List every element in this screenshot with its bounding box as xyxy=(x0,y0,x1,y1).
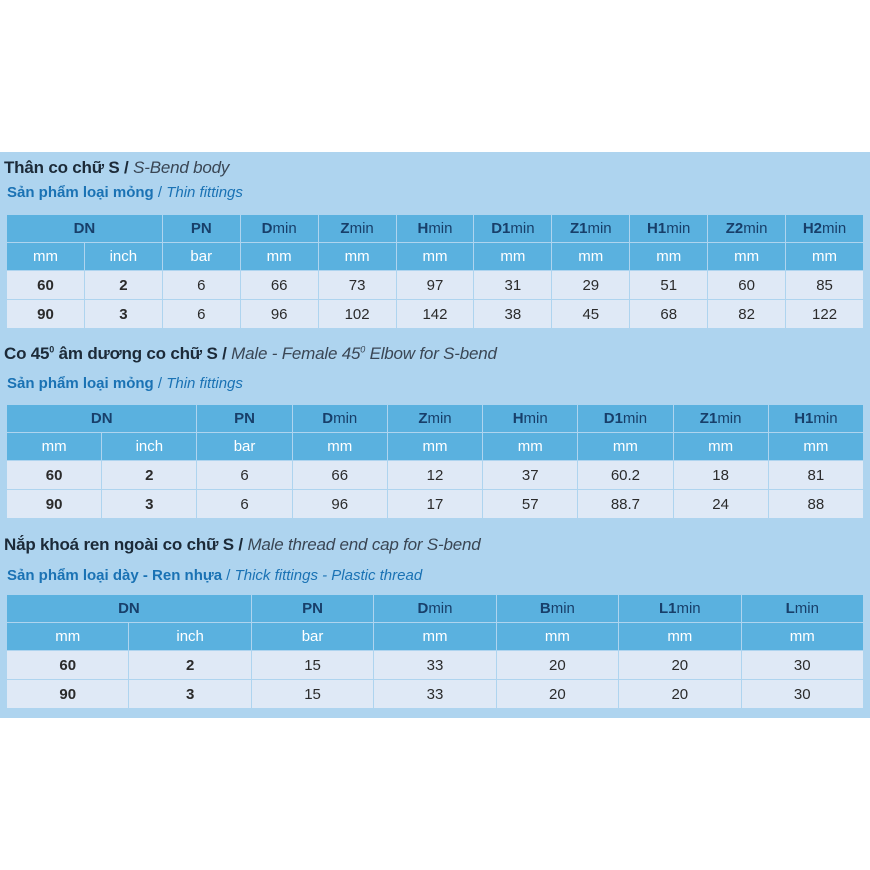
table-cell: 3 xyxy=(84,300,162,329)
column-header xyxy=(619,595,741,623)
table-cell: 31 xyxy=(474,271,552,300)
unit-cell: mm xyxy=(496,623,618,651)
column-header-main: H xyxy=(512,410,524,427)
table-row xyxy=(7,680,864,709)
column-header-main: L xyxy=(785,600,795,617)
table-cell: 88.7 xyxy=(578,490,673,519)
dn-header: DN xyxy=(7,405,197,433)
column-header xyxy=(708,215,786,243)
column-header-suffix: min xyxy=(622,410,648,427)
table-cell: 37 xyxy=(483,461,578,490)
table-cell: 142 xyxy=(396,300,474,329)
unit-cell: mm xyxy=(483,433,578,461)
table-cell: 68 xyxy=(630,300,708,329)
table-row xyxy=(7,651,864,680)
unit-cell: mm xyxy=(396,243,474,271)
unit-cell: mm xyxy=(630,243,708,271)
table-cell: 85 xyxy=(786,271,864,300)
header-row xyxy=(7,405,864,433)
table-cell: 60 xyxy=(7,461,102,490)
unit-cell: inch xyxy=(102,433,197,461)
column-header xyxy=(396,215,474,243)
unit-cell: mm xyxy=(673,433,768,461)
column-header xyxy=(483,405,578,433)
column-header-suffix: min xyxy=(743,220,768,237)
table-elbow-45 xyxy=(6,404,864,519)
column-header-suffix: min xyxy=(822,220,847,237)
table-cell: 20 xyxy=(619,651,741,680)
table-row xyxy=(7,461,864,490)
column-header-main: Z1 xyxy=(569,220,588,237)
unit-cell: mm xyxy=(374,623,496,651)
column-header-suffix: min xyxy=(349,220,374,237)
section-3-title-en: Male thread end cap for S-bend xyxy=(247,535,481,554)
column-header-main: H2 xyxy=(802,220,823,237)
table-cell: 15 xyxy=(251,680,373,709)
table-cell: 33 xyxy=(374,680,496,709)
column-header-main: PN xyxy=(302,600,323,617)
section-1-title-vi: Thân co chữ S xyxy=(4,158,120,177)
table-cell: 20 xyxy=(619,680,741,709)
table-cell: 12 xyxy=(387,461,482,490)
table-cell: 57 xyxy=(483,490,578,519)
column-header-main: H1 xyxy=(647,220,667,237)
table-cell: 45 xyxy=(552,300,630,329)
table-cell: 20 xyxy=(496,651,618,680)
table-cell: 30 xyxy=(741,651,863,680)
section-2-title-en: Male - Female 45 xyxy=(231,344,361,363)
table-cell: 6 xyxy=(162,300,240,329)
section-2-subtitle: Sản phẩm loại mỏng / Thin fittings xyxy=(7,375,243,392)
table-cell: 102 xyxy=(318,300,396,329)
table-cell: 3 xyxy=(129,680,251,709)
table-cell: 20 xyxy=(496,680,618,709)
table-cell: 60 xyxy=(708,271,786,300)
table-cell: 29 xyxy=(552,271,630,300)
column-header xyxy=(768,405,863,433)
section-3-subtitle-vi: Sản phẩm loại dày - Ren nhựa xyxy=(7,567,223,584)
unit-cell: mm xyxy=(786,243,864,271)
unit-cell: mm xyxy=(708,243,786,271)
column-header-main: Z2 xyxy=(725,220,744,237)
section-3-title: Nắp khoá ren ngoài co chữ S / Male thread end cap for S-bend xyxy=(4,535,481,554)
table-cell: 66 xyxy=(240,271,318,300)
table-cell: 6 xyxy=(197,490,292,519)
table-cell: 24 xyxy=(673,490,768,519)
table-cell: 90 xyxy=(7,680,129,709)
dn-header: DN xyxy=(7,215,163,243)
table-cell: 60 xyxy=(7,651,129,680)
column-header xyxy=(474,215,552,243)
column-header xyxy=(318,215,396,243)
column-header-main: D xyxy=(417,600,429,617)
table-cell: 2 xyxy=(129,651,251,680)
column-header-main: B xyxy=(539,600,551,617)
column-header-main: D xyxy=(322,410,334,427)
section-1-title: Thân co chữ S / S-Bend body xyxy=(4,158,230,177)
table-cell: 30 xyxy=(741,680,863,709)
column-header-main: Z xyxy=(418,410,428,427)
column-header-main: PN xyxy=(190,220,212,237)
section-3-subtitle: Sản phẩm loại dày - Ren nhựa / Thick fittings - Plastic thread xyxy=(7,567,423,584)
column-header-main: D1 xyxy=(603,410,623,427)
table-cell: 33 xyxy=(374,651,496,680)
unit-cell: mm xyxy=(741,623,863,651)
header-row xyxy=(7,215,864,243)
table-cell: 18 xyxy=(673,461,768,490)
unit-cell: bar xyxy=(251,623,373,651)
column-header-suffix: min xyxy=(550,600,575,617)
table-cell: 73 xyxy=(318,271,396,300)
unit-cell: mm xyxy=(7,623,129,651)
unit-cell: mm xyxy=(387,433,482,461)
unit-row xyxy=(7,243,864,271)
unit-row xyxy=(7,623,864,651)
unit-cell: mm xyxy=(7,243,85,271)
column-header-suffix: min xyxy=(333,410,358,427)
table-cell: 60 xyxy=(7,271,85,300)
table-cell: 81 xyxy=(768,461,863,490)
section-2-title: Co $45^0$ âm dương co chữ S / Male - Female $45^0$ Elbow for S-bend xyxy=(4,344,497,363)
column-header xyxy=(673,405,768,433)
column-header-main: L1 xyxy=(658,600,677,617)
unit-cell: mm xyxy=(474,243,552,271)
column-header xyxy=(251,595,373,623)
table-cell: 2 xyxy=(102,461,197,490)
table-cell: 17 xyxy=(387,490,482,519)
unit-cell: mm xyxy=(578,433,673,461)
table-cell: 82 xyxy=(708,300,786,329)
column-header xyxy=(741,595,863,623)
column-header-suffix: min xyxy=(717,410,742,427)
section-1-title-en: S-Bend body xyxy=(133,158,230,177)
table-cell: 90 xyxy=(7,300,85,329)
dn-header: DN xyxy=(7,595,252,623)
table-row xyxy=(7,300,864,329)
table-s-bend-body xyxy=(6,214,864,329)
column-header-main: D1 xyxy=(491,220,511,237)
table-cell: 97 xyxy=(396,271,474,300)
table-cell: 60.2 xyxy=(578,461,673,490)
column-header xyxy=(162,215,240,243)
column-header-suffix: min xyxy=(428,220,453,237)
column-header-suffix: min xyxy=(676,600,701,617)
unit-cell: mm xyxy=(292,433,387,461)
column-header-suffix: min xyxy=(523,410,548,427)
column-header-main: Z1 xyxy=(699,410,718,427)
column-header xyxy=(374,595,496,623)
header-row xyxy=(7,595,864,623)
unit-row xyxy=(7,433,864,461)
column-header xyxy=(197,405,292,433)
table-cell: 88 xyxy=(768,490,863,519)
table-row xyxy=(7,271,864,300)
table-cell: 3 xyxy=(102,490,197,519)
column-header-main: H1 xyxy=(794,410,814,427)
column-header xyxy=(240,215,318,243)
table-cell: 90 xyxy=(7,490,102,519)
table-cell: 122 xyxy=(786,300,864,329)
column-header xyxy=(552,215,630,243)
column-header xyxy=(387,405,482,433)
column-header-main: D xyxy=(261,220,273,237)
unit-cell: bar xyxy=(162,243,240,271)
unit-cell: mm xyxy=(768,433,863,461)
section-1-subtitle: Sản phẩm loại mỏng / Thin fittings xyxy=(7,184,243,201)
column-header-suffix: min xyxy=(587,220,612,237)
unit-cell: inch xyxy=(129,623,251,651)
column-header-suffix: min xyxy=(272,220,297,237)
section-3-subtitle-en: Thick fittings - Plastic thread xyxy=(234,567,423,584)
section-2-subtitle-vi: Sản phẩm loại mỏng xyxy=(7,375,154,392)
section-3-title-vi: Nắp khoá ren ngoài co chữ S xyxy=(4,535,234,554)
column-header-suffix: min xyxy=(794,600,819,617)
table-cell: 2 xyxy=(84,271,162,300)
table-end-cap xyxy=(6,594,864,709)
column-header-suffix: min xyxy=(428,600,453,617)
unit-cell: mm xyxy=(619,623,741,651)
unit-cell: mm xyxy=(7,433,102,461)
column-header xyxy=(496,595,618,623)
table-cell: 66 xyxy=(292,461,387,490)
column-header xyxy=(292,405,387,433)
table-row xyxy=(7,490,864,519)
table-cell: 96 xyxy=(292,490,387,519)
section-1-subtitle-vi: Sản phẩm loại mỏng xyxy=(7,184,154,201)
unit-cell: mm xyxy=(318,243,396,271)
unit-cell: bar xyxy=(197,433,292,461)
column-header-suffix: min xyxy=(427,410,452,427)
column-header-main: H xyxy=(417,220,429,237)
unit-cell: mm xyxy=(552,243,630,271)
table-cell: 6 xyxy=(162,271,240,300)
section-2-title-vi: Co 45 xyxy=(4,344,50,363)
column-header xyxy=(578,405,673,433)
table-cell: 38 xyxy=(474,300,552,329)
column-header xyxy=(630,215,708,243)
section-1-subtitle-en: Thin fittings xyxy=(166,184,243,201)
unit-cell: mm xyxy=(240,243,318,271)
column-header-suffix: min xyxy=(813,410,838,427)
column-header-suffix: min xyxy=(666,220,691,237)
table-cell: 6 xyxy=(197,461,292,490)
column-header-main: PN xyxy=(234,410,255,427)
table-cell: 96 xyxy=(240,300,318,329)
table-cell: 51 xyxy=(630,271,708,300)
column-header xyxy=(786,215,864,243)
unit-cell: inch xyxy=(84,243,162,271)
column-header-suffix: min xyxy=(510,220,535,237)
table-cell: 15 xyxy=(251,651,373,680)
column-header-main: Z xyxy=(340,220,350,237)
section-2-subtitle-en: Thin fittings xyxy=(166,375,243,392)
